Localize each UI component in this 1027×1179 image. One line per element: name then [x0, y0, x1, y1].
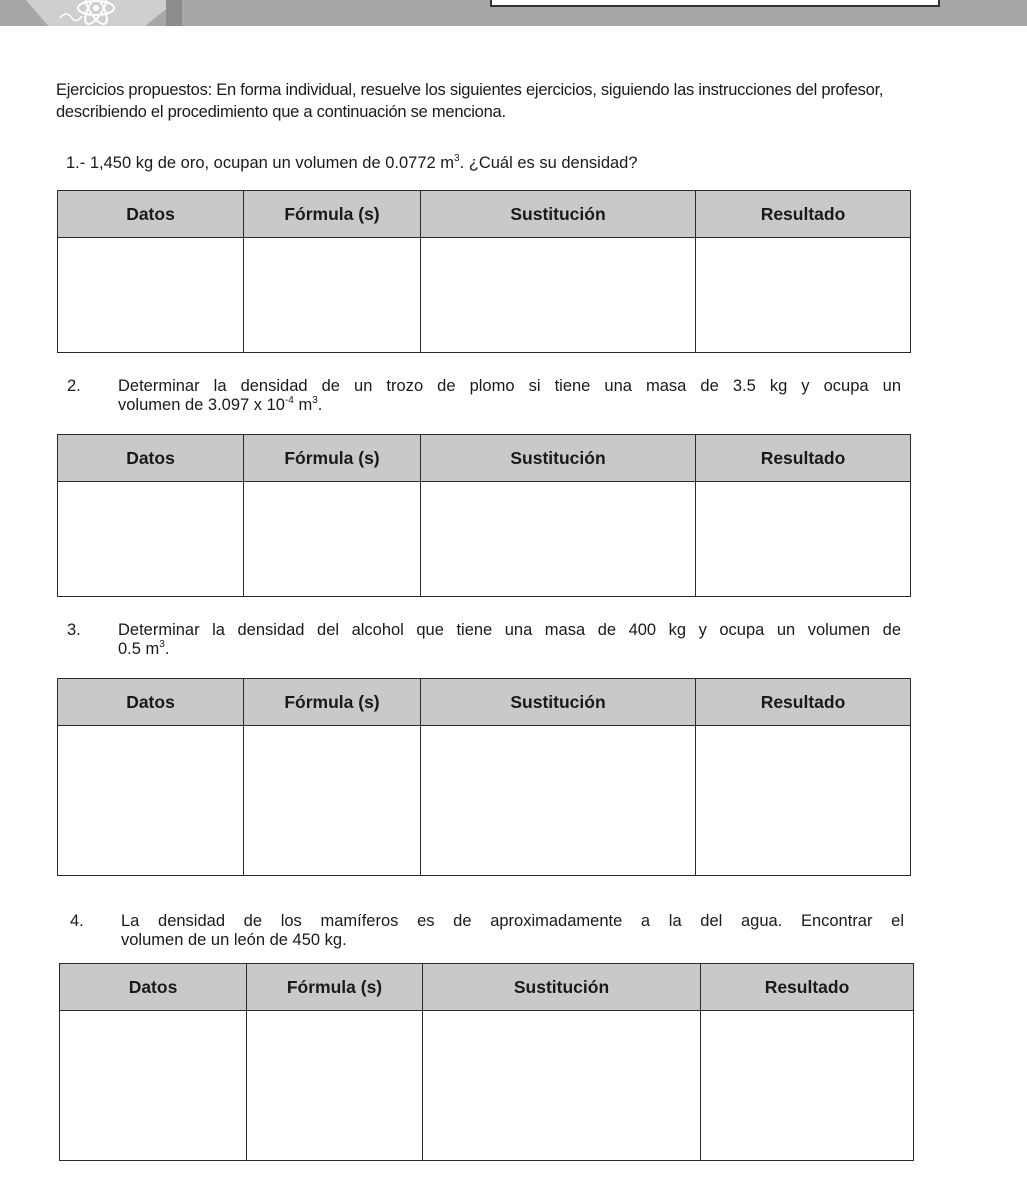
- table-header-row: [60, 964, 914, 1011]
- exercise-number: 2.: [67, 377, 81, 395]
- formula-header: Fórmula (s): [247, 964, 423, 1011]
- table-row: [58, 482, 911, 597]
- sustitucion-cell[interactable]: [421, 238, 696, 353]
- formula-cell[interactable]: [244, 482, 421, 597]
- formula-header: Fórmula (s): [244, 191, 421, 238]
- table-row: [58, 238, 911, 353]
- datos-cell[interactable]: [58, 726, 244, 876]
- exercise-number: 4.: [70, 912, 84, 930]
- datos-cell[interactable]: [58, 238, 244, 353]
- resultado-cell[interactable]: [696, 482, 911, 597]
- exercise-text-line: La densidad de los mamíferos es de aproximadamente a la del agua. Encontrar el: [121, 912, 904, 930]
- formula-cell[interactable]: [244, 238, 421, 353]
- resultado-header: Resultado: [696, 679, 911, 726]
- sustitucion-header: Sustitución: [423, 964, 701, 1011]
- exercise-text-line: Determinar la densidad de un trozo de plomo si tiene una masa de 3.5 kg y ocupa un: [118, 377, 901, 395]
- exercise-text-line: volumen de 3.097 x $10^{-4}$ $m^3$.: [118, 394, 323, 414]
- exercise-text-line: 0.5 $m^3$.: [118, 638, 170, 658]
- exercise-text-line: volumen de un león de 450 kg.: [121, 931, 347, 949]
- sustitucion-header: Sustitución: [421, 191, 696, 238]
- exercise-3-table: [57, 678, 911, 876]
- resultado-cell[interactable]: [696, 726, 911, 876]
- sustitucion-cell[interactable]: [423, 1011, 701, 1161]
- atom-icon: [56, 0, 136, 26]
- datos-header: Datos: [58, 679, 244, 726]
- exercise-4-table: [59, 963, 914, 1161]
- formula-cell[interactable]: [247, 1011, 423, 1161]
- sustitucion-header: Sustitución: [421, 435, 696, 482]
- table-row: [58, 726, 911, 876]
- datos-header: Datos: [60, 964, 247, 1011]
- exercise-4-prompt: [70, 912, 904, 950]
- formula-header: Fórmula (s): [244, 679, 421, 726]
- table-header-row: [58, 679, 911, 726]
- sustitucion-cell[interactable]: [421, 726, 696, 876]
- table-row: [60, 1011, 914, 1161]
- header-title-box: [490, 0, 940, 7]
- resultado-header: Resultado: [696, 435, 911, 482]
- table-header-row: [58, 435, 911, 482]
- datos-cell[interactable]: [58, 482, 244, 597]
- datos-header: Datos: [58, 435, 244, 482]
- table-header-row: [58, 191, 911, 238]
- exercise-2-table: [57, 434, 911, 597]
- sustitucion-cell[interactable]: [421, 482, 696, 597]
- exercise-1-prompt: 1.- 1,450 kg de oro, ocupan un volumen de 0.0772 $m^3$. ¿Cuál es su densidad?: [66, 152, 638, 172]
- exercise-1-table: [57, 190, 911, 353]
- exercise-2-prompt: [67, 377, 901, 415]
- resultado-cell[interactable]: [701, 1011, 914, 1161]
- formula-cell[interactable]: [244, 726, 421, 876]
- datos-cell[interactable]: [60, 1011, 247, 1161]
- resultado-header: Resultado: [696, 191, 911, 238]
- resultado-cell[interactable]: [696, 238, 911, 353]
- sustitucion-header: Sustitución: [421, 679, 696, 726]
- exercise-3-prompt: [67, 621, 901, 659]
- instructions-paragraph: Ejercicios propuestos: En forma individual, resuelve los siguientes ejercicios, siguiendo las instrucciones del profesor, describiendo el procedimiento que a continuación se menciona.: [56, 81, 884, 121]
- page-header-band: [0, 0, 1027, 26]
- exercise-number: 3.: [67, 621, 81, 639]
- header-logo-shadow: [166, 0, 182, 26]
- formula-header: Fórmula (s): [244, 435, 421, 482]
- resultado-header: Resultado: [701, 964, 914, 1011]
- datos-header: Datos: [58, 191, 244, 238]
- exercise-text-line: Determinar la densidad del alcohol que tiene una masa de 400 kg y ocupa un volumen de: [118, 621, 901, 639]
